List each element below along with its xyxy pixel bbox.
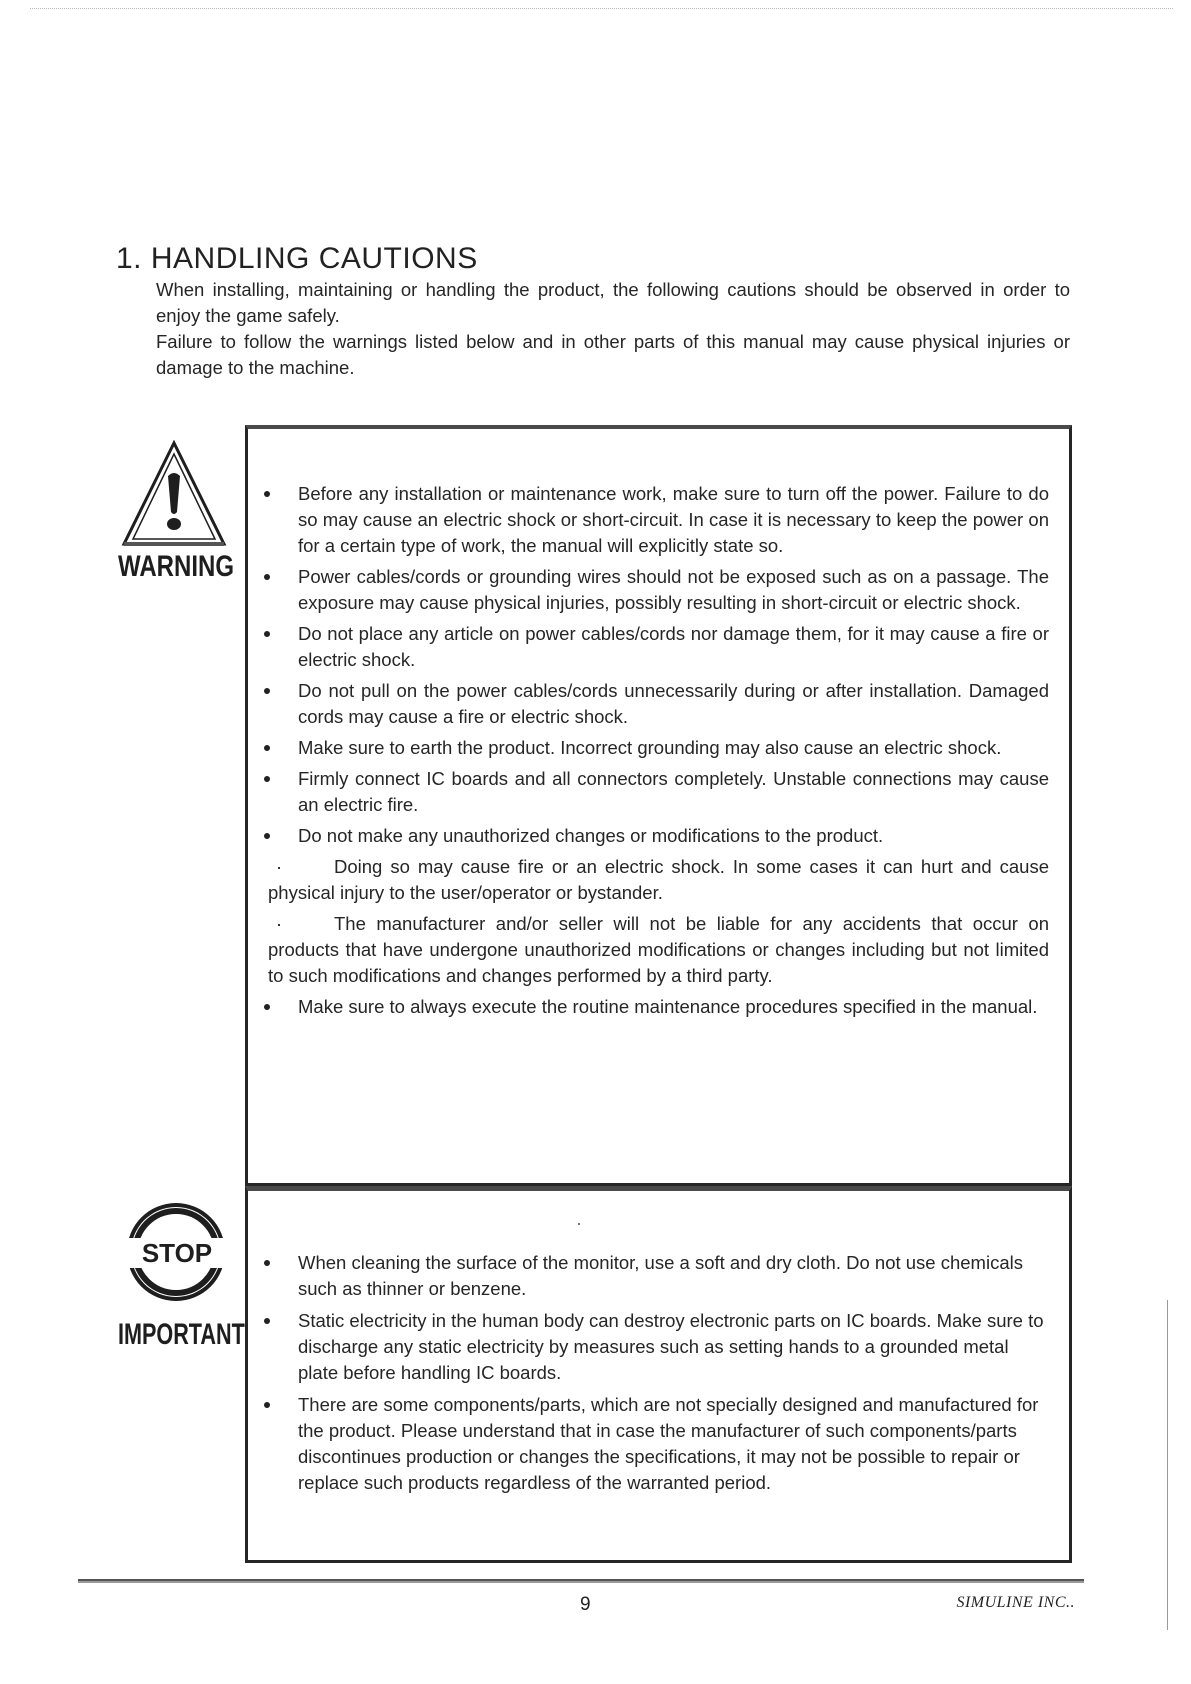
- bullet-icon: [264, 688, 270, 694]
- warning-item: Before any installation or maintenance work, make sure to turn off the power. Failure to do so may cause an electric shock or short-circuit. In case it is necessary to keep the power on for a certain type of work, the manual will explicitly state so.: [298, 483, 1049, 556]
- intro-paragraph: When installing, maintaining or handling the product, the following cautions should be observed in order to enjoy the game safely.: [156, 279, 1070, 326]
- intro-text: [156, 277, 1070, 381]
- sub-bullet-icon: [278, 924, 280, 926]
- warning-item: Power cables/cords or grounding wires should not be exposed such as on a passage. The exposure may cause physical injuries, possibly resulting in short-circuit or electric shock.: [298, 566, 1049, 613]
- warning-box: [245, 425, 1072, 1186]
- warning-item: Make sure to always execute the routine maintenance procedures specified in the manual.: [298, 996, 1038, 1017]
- bullet-icon: [264, 776, 270, 782]
- important-item: There are some components/parts, which are not specially designed and manufactured for the product. Please understand that in case the manufacturer of such components/parts discontinues production or changes the specifications, it may not be possible to repair or replace such products regardless of the warranted period.: [298, 1394, 1039, 1493]
- warning-item: Firmly connect IC boards and all connectors completely. Unstable connections may cause an electric fire.: [298, 768, 1049, 815]
- important-item: When cleaning the surface of the monitor, use a soft and dry cloth. Do not use chemicals such as thinner or benzene.: [298, 1252, 1023, 1299]
- warning-item: Make sure to earth the product. Incorrect grounding may also cause an electric shock.: [298, 737, 1002, 758]
- bullet-icon: [264, 574, 270, 580]
- important-item: Static electricity in the human body can destroy electronic parts on IC boards. Make sure to discharge any static electricity by measures such as setting hands to a grounded metal plate before handling IC boards.: [298, 1310, 1044, 1383]
- warning-triangle-icon: [118, 440, 230, 548]
- warning-item: Do not make any unauthorized changes or modifications to the product.: [298, 825, 884, 846]
- bullet-icon: [264, 1260, 270, 1266]
- warning-list: [248, 429, 1069, 849]
- stop-icon-text: STOP: [141, 1238, 213, 1268]
- page-number: 9: [580, 1594, 591, 1615]
- list-item: [248, 481, 1069, 559]
- warning-item: Do not place any article on power cables/cords nor damage them, for it may cause a fire or electric shock.: [298, 623, 1049, 670]
- stop-sign-icon: [118, 1197, 238, 1309]
- bullet-icon: [264, 745, 270, 751]
- sub-bullet-icon: [278, 867, 280, 869]
- list-item: [248, 735, 1069, 761]
- list-item: [248, 823, 1069, 849]
- bullet-icon: [264, 491, 270, 497]
- list-item: [248, 1250, 1069, 1302]
- bullet-icon: [264, 833, 270, 839]
- warning-label: WARNING: [118, 550, 234, 583]
- bullet-icon: [264, 1004, 270, 1010]
- bullet-icon: [264, 1402, 270, 1408]
- footer-rule: [78, 1579, 1084, 1583]
- list-item: [248, 678, 1069, 730]
- intro-paragraph: Failure to follow the warnings listed below and in other parts of this manual may cause physical injuries or damage to the machine.: [156, 331, 1070, 378]
- warning-list-end: [248, 994, 1069, 1020]
- company-name: SIMULINE INC..: [956, 1594, 1075, 1611]
- scan-speck: [578, 1223, 580, 1225]
- sub-item: [248, 911, 1069, 989]
- list-item: [248, 1392, 1069, 1496]
- important-list: [248, 1191, 1069, 1496]
- bullet-icon: [264, 1318, 270, 1324]
- sub-item: [248, 854, 1069, 906]
- sub-item-text: The manufacturer and/or seller will not be liable for any accidents that occur on products that have undergone unauthorized modifications or changes including but not limited to such modifications and changes performed by a third party.: [268, 913, 1049, 986]
- important-box: [245, 1186, 1072, 1563]
- warning-item: Do not pull on the power cables/cords unnecessarily during or after installation. Damaged cords may cause a fire or electric shock.: [298, 680, 1049, 727]
- bullet-icon: [264, 631, 270, 637]
- sub-item-text: Doing so may cause fire or an electric shock. In some cases it can hurt and cause physical injury to the user/operator or bystander.: [268, 856, 1049, 903]
- list-item: [248, 564, 1069, 616]
- list-item: [248, 766, 1069, 818]
- list-item: [248, 1308, 1069, 1386]
- important-label: IMPORTANT: [118, 1318, 245, 1351]
- top-dotted-rule: [30, 8, 1173, 9]
- scan-edge-line: [1167, 1300, 1168, 1630]
- list-item: [248, 621, 1069, 673]
- section-title: 1. HANDLING CAUTIONS: [116, 242, 478, 275]
- list-item: [248, 994, 1069, 1020]
